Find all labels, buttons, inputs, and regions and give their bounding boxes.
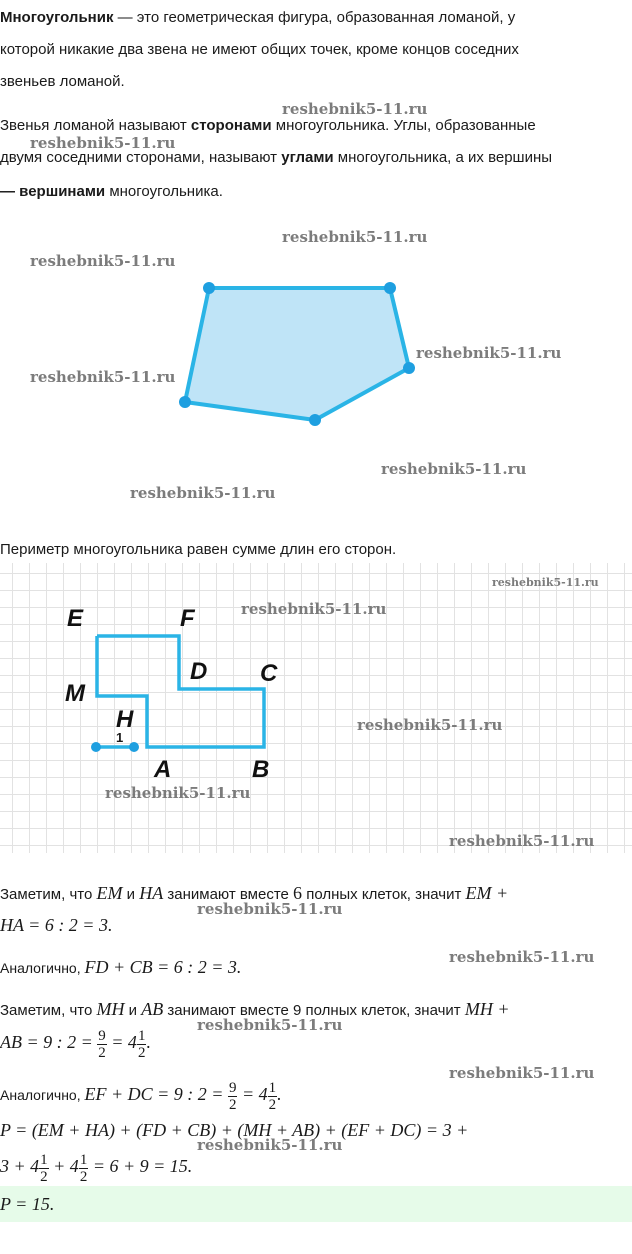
watermark: reshebnik5-11.ru xyxy=(105,784,251,802)
vertex-dot xyxy=(179,396,191,408)
watermark: reshebnik5-11.ru xyxy=(30,134,176,152)
solution-line-1: Заметим, что EM и HA занимают вместе 6 полных клеток, значит EM + xyxy=(0,883,509,903)
solution-line-8: 3 + 4 $\frac{1}{2}$ + 4 $\frac{1}{2}$ = 6 + 9 = 15. xyxy=(0,1151,193,1185)
watermark: reshebnik5-11.ru xyxy=(449,832,595,850)
label-e: E xyxy=(67,605,84,632)
label-a: A xyxy=(154,756,172,783)
watermark: reshebnik5-11.ru xyxy=(492,576,599,589)
fraction: $\frac{1}{2}$ xyxy=(79,1151,88,1185)
watermark: reshebnik5-11.ru xyxy=(197,1136,343,1154)
watermark: reshebnik5-11.ru xyxy=(30,368,176,386)
watermark: reshebnik5-11.ru xyxy=(282,228,428,246)
fraction: $\frac{9}{2}$ xyxy=(98,1027,106,1061)
watermark: reshebnik5-11.ru xyxy=(30,252,176,270)
fraction: $\frac{1}{2}$ xyxy=(137,1027,146,1061)
label-c: C xyxy=(260,660,278,687)
watermark: reshebnik5-11.ru xyxy=(381,460,527,478)
label-d: D xyxy=(190,658,208,685)
watermark: reshebnik5-11.ru xyxy=(241,600,387,618)
definition-line-2: которой никакие два звена не имеют общих точек, кроме концов соседних xyxy=(0,41,519,58)
solution-line-7: P = (EM + HA) + (FD + CB) + (MH + AB) + (EF + DC) = 3 + xyxy=(0,1120,469,1140)
perimeter-statement: Периметр многоугольника равен сумме длин его сторон. xyxy=(0,541,397,558)
solution-line-5: AB = 9 : 2 = $\frac{9}{2}$ = 4 $\frac{1}{2}$ . xyxy=(0,1027,151,1061)
sides-line-1: Звенья ломаной называют сторонами многоугольника. Углы, образованные xyxy=(0,117,536,134)
label-b: B xyxy=(252,756,270,783)
label-h: H xyxy=(116,706,134,733)
term-polygon: Многоугольник xyxy=(0,9,114,26)
fraction: $\frac{1}{2}$ xyxy=(40,1151,48,1185)
watermark: reshebnik5-11.ru xyxy=(197,1016,343,1034)
watermark: reshebnik5-11.ru xyxy=(416,344,562,362)
watermark: reshebnik5-11.ru xyxy=(282,100,428,118)
fraction: $\frac{9}{2}$ xyxy=(228,1079,237,1113)
watermark: reshebnik5-11.ru xyxy=(449,1064,595,1082)
label-unit: 1 xyxy=(116,730,124,745)
solution-line-4: Заметим, что MH и AB занимают вместе 9 полных клеток, значит MH + xyxy=(0,999,510,1019)
vertex-dot xyxy=(309,414,321,426)
definition-line-3: звеньев ломаной. xyxy=(0,73,125,90)
watermark: reshebnik5-11.ru xyxy=(130,484,276,502)
unit-dot xyxy=(91,742,101,752)
sides-line-3: — вершинами многоугольника. xyxy=(0,183,223,200)
vertex-dot xyxy=(384,282,396,294)
solution-line-2: HA = 6 : 2 = 3. xyxy=(0,915,113,935)
polygon-shape xyxy=(185,288,409,420)
watermark: reshebnik5-11.ru xyxy=(357,716,503,734)
label-f: F xyxy=(180,605,195,632)
vertex-dot xyxy=(203,282,215,294)
vertex-dot xyxy=(403,362,415,374)
unit-dot xyxy=(129,742,139,752)
answer: P = 15. xyxy=(0,1194,55,1214)
fraction: $\frac{1}{2}$ xyxy=(268,1079,277,1113)
watermark: reshebnik5-11.ru xyxy=(197,900,343,918)
sides-line-2: двумя соседними сторонами, называют углами многоугольника, а их вершины xyxy=(0,149,553,166)
solution-line-6: Аналогично, EF + DC = 9 : 2 = $\frac{9}{2}$ = 4 $\frac{1}{2}$ . xyxy=(0,1079,282,1113)
label-m: M xyxy=(65,680,85,707)
definition-line-1: Многоугольник — это геометрическая фигура, образованная ломаной, у xyxy=(0,9,516,26)
solution-line-3: Аналогично, FD + CB = 6 : 2 = 3. xyxy=(0,957,242,977)
watermark: reshebnik5-11.ru xyxy=(449,948,595,966)
